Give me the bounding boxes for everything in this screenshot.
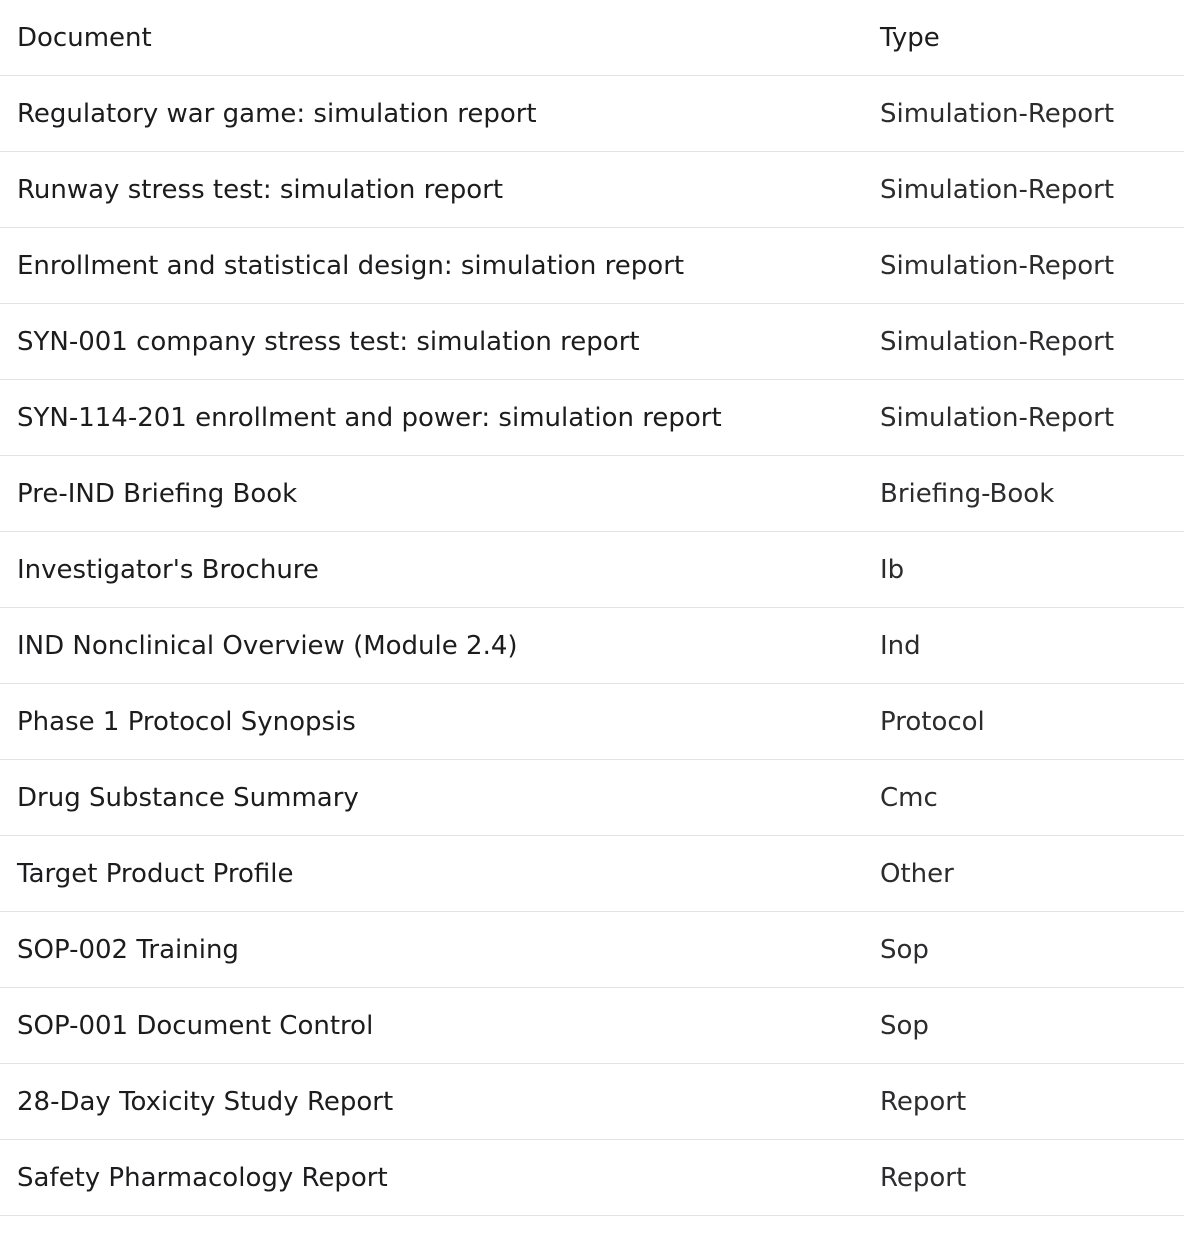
document-name-cell[interactable]: SOP-001 Document Control bbox=[0, 988, 863, 1064]
table-row[interactable] bbox=[0, 684, 1184, 760]
document-name-cell[interactable]: Runway stress test: simulation report bbox=[0, 152, 863, 228]
document-type-cell: Protocol bbox=[863, 684, 1184, 760]
table-row[interactable] bbox=[0, 532, 1184, 608]
table-row[interactable] bbox=[0, 152, 1184, 228]
table-header bbox=[0, 0, 1184, 76]
document-name-cell[interactable]: Safety Pharmacology Report bbox=[0, 1140, 863, 1216]
table-row[interactable] bbox=[0, 76, 1184, 152]
header-row bbox=[0, 0, 1184, 76]
column-header-document[interactable]: Document bbox=[0, 0, 863, 76]
document-type-cell: Simulation-Report bbox=[863, 304, 1184, 380]
document-type-cell: Simulation-Report bbox=[863, 228, 1184, 304]
document-type-cell: Ib bbox=[863, 532, 1184, 608]
document-name-cell[interactable]: Investigator's Brochure bbox=[0, 532, 863, 608]
table-body bbox=[0, 76, 1184, 1216]
document-type-cell: Other bbox=[863, 836, 1184, 912]
table-row[interactable] bbox=[0, 608, 1184, 684]
document-type-cell: Ind bbox=[863, 608, 1184, 684]
table-row[interactable] bbox=[0, 380, 1184, 456]
table-row[interactable] bbox=[0, 988, 1184, 1064]
document-name-cell[interactable]: SYN-114-201 enrollment and power: simulation report bbox=[0, 380, 863, 456]
document-type-cell: Cmc bbox=[863, 760, 1184, 836]
document-name-cell[interactable]: Target Product Profile bbox=[0, 836, 863, 912]
table-row[interactable] bbox=[0, 228, 1184, 304]
document-name-cell[interactable]: 28-Day Toxicity Study Report bbox=[0, 1064, 863, 1140]
document-type-cell: Sop bbox=[863, 912, 1184, 988]
document-name-cell[interactable]: SOP-002 Training bbox=[0, 912, 863, 988]
document-name-cell[interactable]: Pre-IND Briefing Book bbox=[0, 456, 863, 532]
document-type-cell: Briefing-Book bbox=[863, 456, 1184, 532]
document-name-cell[interactable]: IND Nonclinical Overview (Module 2.4) bbox=[0, 608, 863, 684]
document-name-cell[interactable]: SYN-001 company stress test: simulation report bbox=[0, 304, 863, 380]
table-row[interactable] bbox=[0, 304, 1184, 380]
document-type-cell: Simulation-Report bbox=[863, 152, 1184, 228]
document-name-cell[interactable]: Drug Substance Summary bbox=[0, 760, 863, 836]
table-row[interactable] bbox=[0, 456, 1184, 532]
document-name-cell[interactable]: Phase 1 Protocol Synopsis bbox=[0, 684, 863, 760]
table-row[interactable] bbox=[0, 912, 1184, 988]
document-type-cell: Report bbox=[863, 1064, 1184, 1140]
document-type-cell: Simulation-Report bbox=[863, 76, 1184, 152]
column-header-type[interactable]: Type bbox=[863, 0, 1184, 76]
table-row[interactable] bbox=[0, 836, 1184, 912]
document-name-cell[interactable]: Regulatory war game: simulation report bbox=[0, 76, 863, 152]
document-type-cell: Simulation-Report bbox=[863, 380, 1184, 456]
document-type-cell: Report bbox=[863, 1140, 1184, 1216]
document-type-cell: Sop bbox=[863, 988, 1184, 1064]
table-row[interactable] bbox=[0, 760, 1184, 836]
table-row[interactable] bbox=[0, 1140, 1184, 1216]
table-row[interactable] bbox=[0, 1064, 1184, 1140]
document-name-cell[interactable]: Enrollment and statistical design: simulation report bbox=[0, 228, 863, 304]
